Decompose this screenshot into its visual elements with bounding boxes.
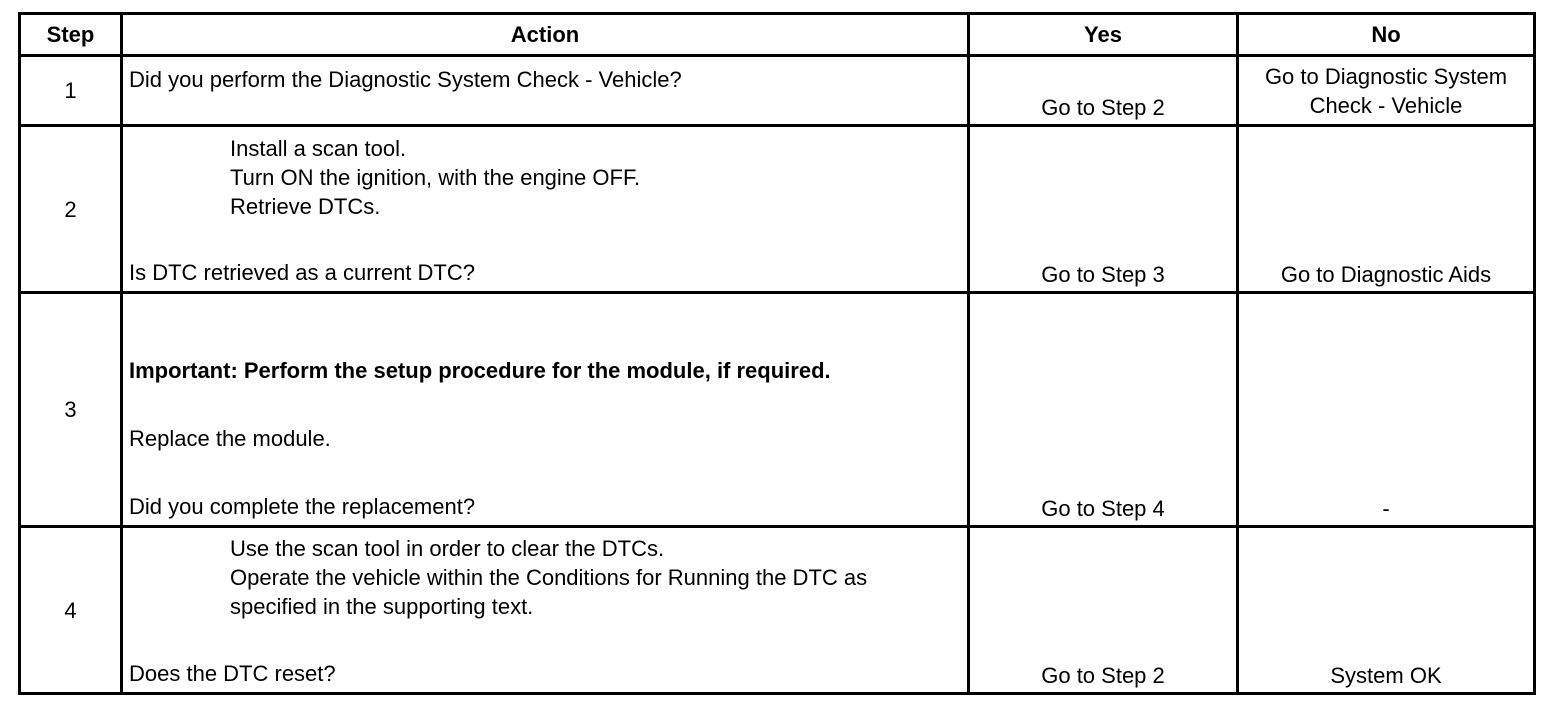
action-step: Operate the vehicle within the Conditions for Running the DTC as bbox=[230, 565, 868, 590]
action-question: Did you perform the Diagnostic System Check - Vehicle? bbox=[129, 67, 682, 92]
action-step: Retrieve DTCs. bbox=[230, 194, 381, 219]
action-cell bbox=[122, 126, 969, 293]
no-cell: System OK bbox=[1238, 527, 1535, 694]
table-row bbox=[20, 56, 1535, 126]
action-question: Is DTC retrieved as a current DTC? bbox=[129, 260, 475, 285]
important-note: Important: Perform the setup procedure for the module, if required. bbox=[129, 358, 831, 383]
no-line: Check - Vehicle bbox=[1309, 92, 1463, 118]
action-cell bbox=[122, 293, 969, 527]
action-step: Turn ON the ignition, with the engine OFF. bbox=[230, 165, 641, 190]
header-yes: Yes bbox=[969, 14, 1238, 56]
action-cell bbox=[122, 527, 969, 694]
table-row bbox=[20, 126, 1535, 293]
header-row bbox=[20, 14, 1535, 56]
diagnostic-table bbox=[18, 12, 1536, 695]
action-step: specified in the supporting text. bbox=[230, 594, 534, 619]
step-number: 4 bbox=[20, 527, 122, 694]
yes-cell: Go to Step 4 bbox=[969, 293, 1238, 527]
no-cell bbox=[1238, 56, 1535, 126]
no-cell: - bbox=[1238, 293, 1535, 527]
action-step: Use the scan tool in order to clear the DTCs. bbox=[230, 536, 665, 561]
header-no: No bbox=[1238, 14, 1535, 56]
action-question: Does the DTC reset? bbox=[129, 661, 336, 686]
action-question: Did you complete the replacement? bbox=[129, 494, 476, 519]
header-action: Action bbox=[122, 14, 969, 56]
header-step: Step bbox=[20, 14, 122, 56]
no-line: Go to Diagnostic System bbox=[1264, 63, 1508, 89]
yes-cell: Go to Step 2 bbox=[969, 56, 1238, 126]
action-cell bbox=[122, 56, 969, 126]
table-row bbox=[20, 527, 1535, 694]
action-step: Install a scan tool. bbox=[230, 136, 407, 161]
no-cell: Go to Diagnostic Aids bbox=[1238, 126, 1535, 293]
yes-cell: Go to Step 2 bbox=[969, 527, 1238, 694]
step-number: 3 bbox=[20, 293, 122, 527]
step-number: 2 bbox=[20, 126, 122, 293]
action-text: Replace the module. bbox=[129, 426, 331, 451]
step-number: 1 bbox=[20, 56, 122, 126]
yes-cell: Go to Step 3 bbox=[969, 126, 1238, 293]
table-row bbox=[20, 293, 1535, 527]
